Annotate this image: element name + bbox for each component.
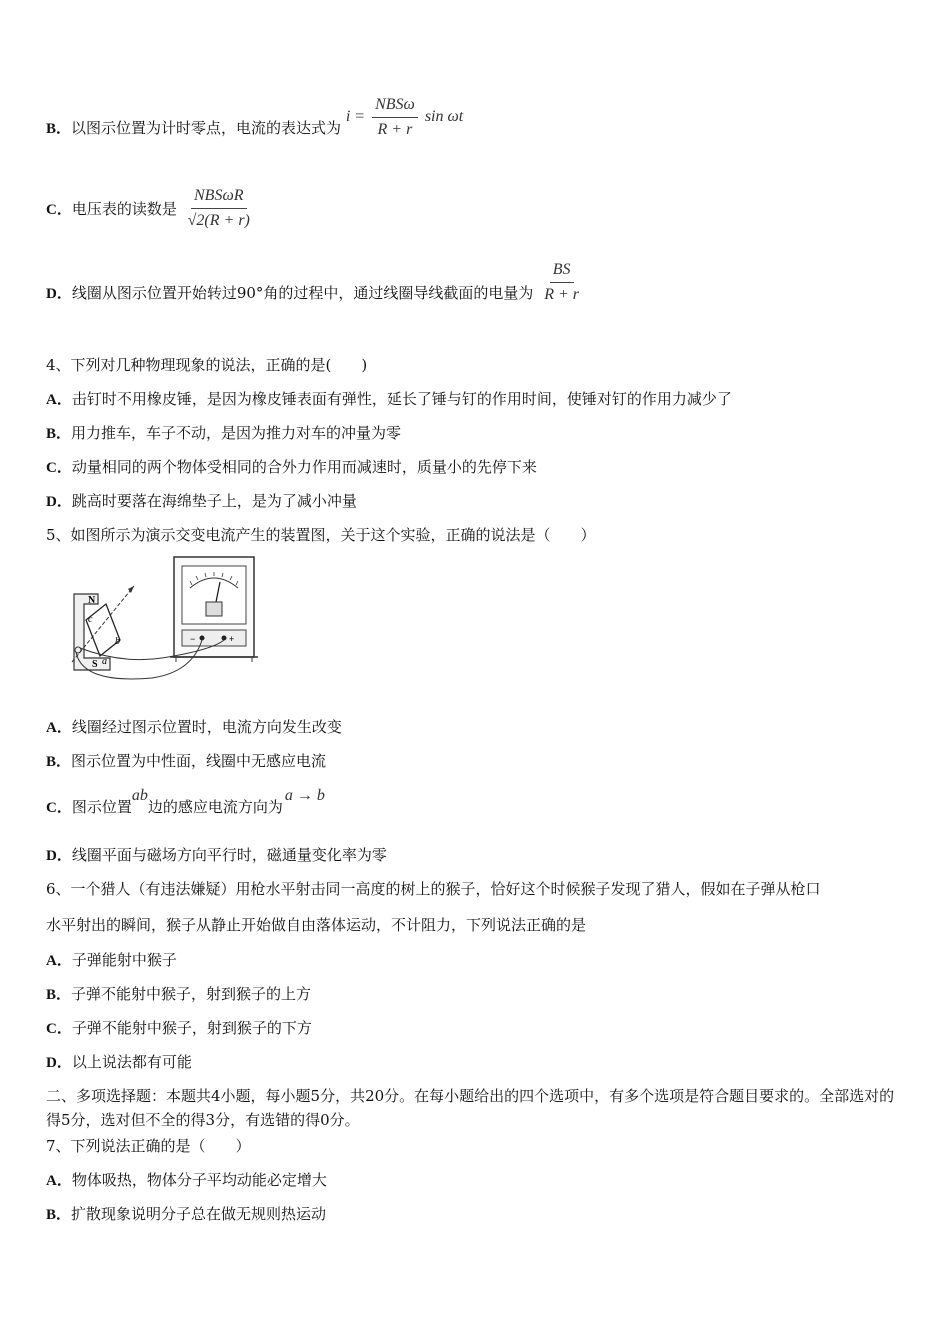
q4-option-c: C．动量相同的两个物体受相同的合外力作用而减速时，质量小的先停下来 [46,458,537,476]
ac-generator-figure [62,552,267,702]
plus-label: + [229,634,235,644]
terminal-minus [200,636,205,641]
magnet-s-label: S [92,659,98,670]
q7-option-b: B．扩散现象说明分子总在做无规则热运动 [46,1205,327,1223]
q6-stem-line1: 6、一个猎人（有违法嫌疑）用枪水平射击同一高度的树上的猴子，恰好这个时候猴子发现了猎人，假如在子弹从枪口 [46,880,821,898]
q5-stem: 5、如图所示为演示交变电流产生的装置图，关于这个实验，正确的说法是（ ） [46,526,596,544]
coil-a-label: a [102,656,107,667]
q3-option-d: D．线圈从图示位置开始转过90°角的过程中，通过线圈导线截面的电量为 $\frac{BS}{R + r}$ [46,272,585,317]
coil [86,604,120,656]
q7-stem: 7、下列说法正确的是（ ） [46,1137,251,1155]
q5-option-c: C．图示位置ab边的感应电流方向为a → b [46,787,325,816]
meter-pivot [206,602,222,616]
q6-option-a: A．子弹能射中猴子 [46,951,177,969]
minus-label: − [190,634,196,644]
q6-option-c: C．子弹不能射中猴子，射到猴子的下方 [46,1019,312,1037]
q3-b-formula: i = $\frac{\text{NBSω}}{R + r}$ sin ωt [345,96,464,138]
magnet-n-label: N [88,595,96,606]
q4-stem: 4、下列对几种物理现象的说法，正确的是( ) [46,356,368,374]
q5-option-d: D．线圈平面与磁场方向平行时，磁通量变化率为零 [46,846,387,864]
q3-option-b: B．以图示位置为计时零点，电流的表达式为 i = $\frac{\text{NBSω}}{R + r}$ sin ωt [46,96,464,138]
q4-option-b: B．用力推车，车子不动，是因为推力对车的冲量为零 [46,424,402,442]
q5-c-math-direction: a → b [284,787,325,804]
q5-option-b: B．图示位置为中性面，线圈中无感应电流 [46,752,327,770]
coil-c-label: c [88,614,93,625]
q7-option-a: A．物体吸热，物体分子平均动能必定增大 [46,1171,327,1189]
q6-stem-line2: 水平射出的瞬间，猴子从静止开始做自由落体运动，不计阻力，下列说法正确的是 [46,916,587,934]
q3-d-formula: $\frac{BS}{R + r}$ [544,261,580,303]
q5-c-math-ab: ab [131,787,148,804]
q6-option-d: D．以上说法都有可能 [46,1053,192,1071]
section2-heading: 二、多项选择题：本题共4小题，每小题5分，共20分。在每小题给出的四个选项中，有多个选项是符合题目要求的。全部选对的得5分，选对但不全的得3分，有选错的得0分。 [46,1087,895,1129]
q6-option-b: B．子弹不能射中猴子，射到猴子的上方 [46,985,312,1003]
q3-c-formula: $\frac{\text{NBSωR}}{√2(R + r)}$ [187,187,250,229]
q4-option-a: A．击钉时不用橡皮锤，是因为橡皮锤表面有弹性，延长了锤与钉的作用时间，使锤对钉的作用力减少了 [46,390,732,408]
q3-option-c: C．电压表的读数是 $\frac{\text{NBSωR}}{√2(R + r)}$ [46,188,256,233]
coil-b-label: b [115,636,120,647]
terminal-plus [222,636,227,641]
q5-option-a: A．线圈经过图示位置时，电流方向发生改变 [46,718,342,736]
q4-option-d: D．跳高时要落在海绵垫子上，是为了减小冲量 [46,492,357,510]
